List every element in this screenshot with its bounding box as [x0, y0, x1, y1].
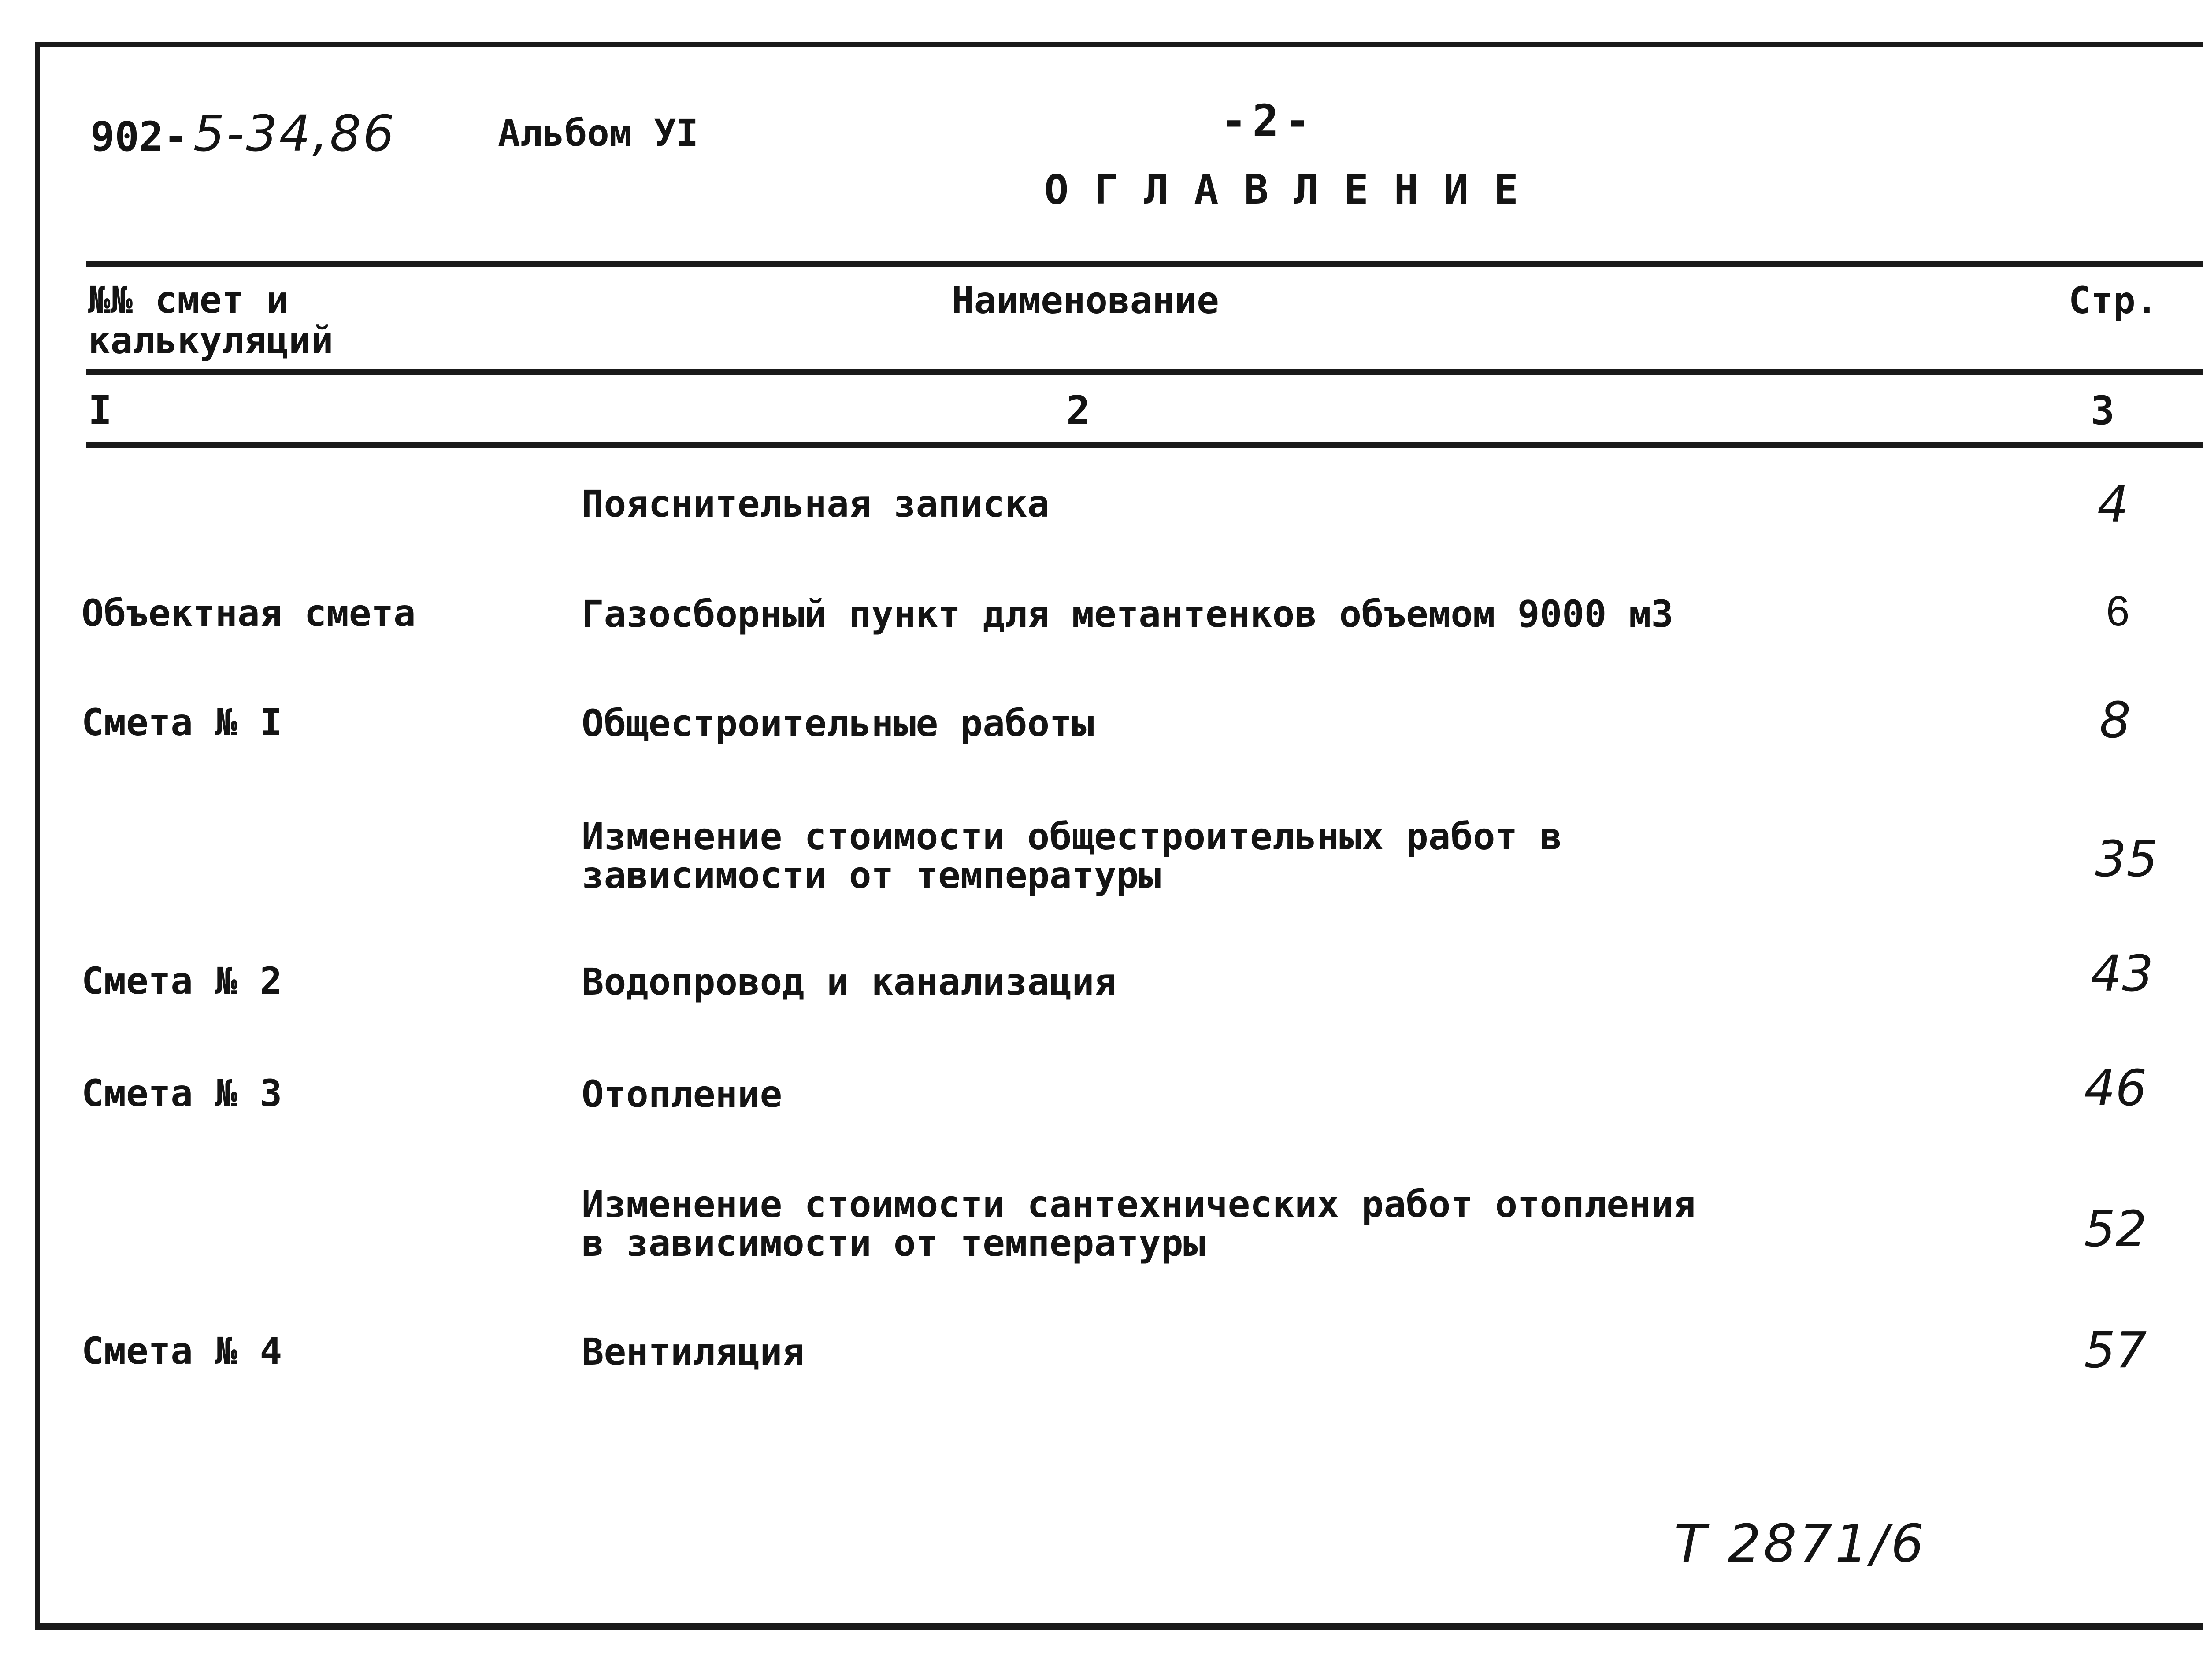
row-2-code: Объектная смета	[82, 592, 416, 635]
column-number-1: I	[88, 388, 112, 434]
row-3-code: Смета № I	[82, 701, 282, 744]
column-header-codes: №№ смет и калькуляций	[88, 278, 334, 362]
row-7-page: 52	[2084, 1201, 2147, 1258]
column-number-2: 2	[1066, 388, 1090, 434]
page-number: -2-	[1220, 95, 1316, 147]
row-5-name: Водопровод и канализация	[582, 960, 1116, 1003]
row-2-name: Газосборный пункт для метантенков объемом 9000 м3	[582, 592, 1674, 636]
row-6-page: 46	[2084, 1060, 2147, 1117]
row-6-code: Смета № 3	[82, 1072, 282, 1115]
row-6-name: Отопление	[582, 1073, 783, 1116]
document-number-printed: 902-	[90, 113, 188, 160]
column-header-page: Стр.	[2069, 279, 2158, 322]
column-numbers-rule	[86, 442, 2203, 448]
row-2-page: 6	[2106, 588, 2130, 635]
document-number-handwritten: 5-34,86	[193, 105, 396, 163]
row-5-code: Смета № 2	[82, 959, 282, 1003]
footer-note: Т 2871/6	[1674, 1513, 1927, 1574]
row-3-name: Общестроительные работы	[582, 702, 1094, 745]
row-8-code: Смета № 4	[82, 1329, 282, 1373]
page-title: ОГЛАВЛЕНИЕ	[1044, 166, 1544, 213]
row-1-page: 4	[2097, 476, 2129, 533]
document-number	[90, 105, 396, 163]
row-4-page: 35	[2095, 831, 2158, 888]
row-3-page: 8	[2099, 692, 2131, 749]
album-label: Альбом УI	[498, 111, 699, 155]
row-7-name: Изменение стоимости сантехнических работ отопления в зависимости от температуры	[582, 1183, 1696, 1265]
row-4-name: Изменение стоимости общестроительных работ в зависимости от температуры	[582, 815, 1562, 897]
table-top-rule	[86, 261, 2203, 267]
row-5-page: 43	[2091, 945, 2154, 1003]
row-8-page: 57	[2084, 1322, 2147, 1379]
header-divider-rule	[86, 369, 2203, 375]
row-8-name: Вентиляция	[582, 1330, 805, 1373]
column-number-3: 3	[2091, 388, 2115, 434]
row-1-name: Пояснительная записка	[582, 482, 1050, 525]
column-header-name: Наименование	[952, 279, 1219, 322]
